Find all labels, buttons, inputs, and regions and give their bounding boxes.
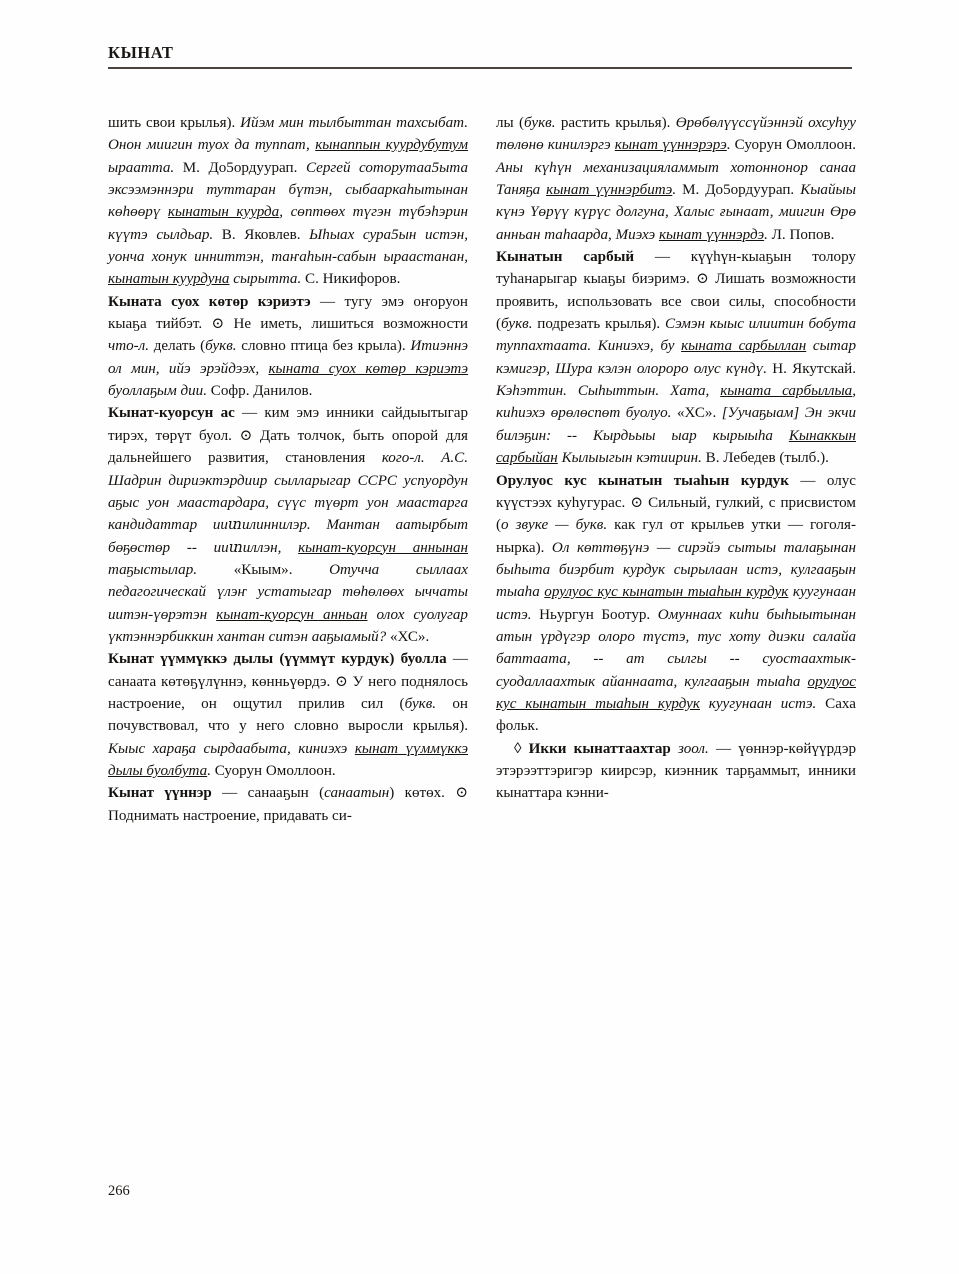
gloss-text: — ким эмэ инники сайдыытыгар тирэх, төрүт буол.	[108, 405, 469, 444]
gloss-text: ) көтөх.	[389, 785, 456, 802]
example-text: Ийэм мин тылбыттан тахсыбат. Онон миигин туох да туппат,	[108, 115, 468, 154]
example-text: Ол көттөҕүнэ — сирэйэ сытыы талаҕынан быһыта биэрбит курдук сырылаан истэ, кулгааҕын тыаһа	[496, 539, 856, 601]
text-block	[108, 648, 468, 782]
example-text: таҕыстылар.	[108, 561, 198, 578]
gloss-text: В. Яковлев.	[213, 226, 310, 243]
underlined-collocation: кынатын куурда	[167, 204, 280, 221]
sub-headword: Орулуос кус кынатын тыаһын курдук	[496, 472, 789, 489]
sense-marker: ⊙	[239, 427, 253, 444]
gloss-text: — санаата көтөҕүлүннэ, көнньүөрдэ.	[108, 651, 468, 690]
header-rule	[108, 67, 852, 69]
sense-marker: ⊙	[630, 494, 644, 511]
example-text: о звуке — букв.	[501, 517, 608, 534]
gloss-text: подрезать крылья).	[532, 316, 665, 333]
underlined-collocation: кынат үүннэрдэ	[658, 226, 765, 243]
text-block	[496, 112, 856, 246]
gloss-text: Саха фольк.	[496, 695, 856, 735]
gloss-text: Софр. Данилов.	[207, 383, 313, 400]
gloss-text: он почувствовал, что у него словно выросли крылья).	[108, 695, 468, 735]
text-columns	[108, 112, 856, 827]
gloss-text: «ХС».	[671, 405, 722, 422]
example-text: Омуннаах киһи быһыытынан атын үрдүгэр олоро түстэ, тус хоту диэки салайа баттаата, -- ат сылгы -- суостаахтык-суодаллаахтык айаннаата, кулгааҕын тыаһа	[496, 606, 856, 690]
underlined-collocation: кынаппын куурдубутум	[315, 137, 468, 154]
underlined-collocation: кыната сарбыллан	[681, 338, 807, 355]
gloss-text: Дать толчок, быть опорой для дальнейшего развития, становления	[108, 427, 468, 467]
page-number: 266	[108, 1183, 130, 1199]
running-head-area	[108, 44, 852, 69]
column-left	[108, 112, 468, 827]
example-text: сырытта.	[229, 271, 302, 288]
gloss-text: Суорун Омоллоон.	[210, 762, 336, 779]
underlined-collocation: кынат-куорсун анньан	[216, 606, 368, 623]
example-text: Аны күһүн механизацияламмыт хотоннонор санаа Таняҕа	[496, 159, 856, 199]
gloss-text: Ньургун Боотур.	[531, 606, 658, 623]
example-text: Кылыыгын кэтиирин.	[557, 450, 702, 467]
underlined-collocation: кынат-куорсун аннынан	[298, 539, 468, 556]
example-text: Ыһыах сура5ын истэн, уонча хонук инниттэн, таҥаһын-сабын ыраастанан,	[108, 226, 469, 266]
sense-marker: ⊙	[335, 673, 348, 690]
example-text: буоллаҕым дии.	[108, 383, 207, 400]
gloss-text: словно птица без крыла).	[236, 338, 411, 355]
gloss-text: — тугу эмэ оҥоруон кыаҕа тийбэт.	[108, 293, 468, 333]
text-block	[108, 112, 468, 291]
text-block	[108, 402, 468, 648]
example-text: что-л.	[108, 338, 150, 355]
gloss-text: «ХС».	[386, 628, 430, 645]
text-block	[108, 291, 468, 403]
underlined-collocation: кыната сарбыллыа	[720, 383, 853, 400]
sense-marker: ⊙	[455, 785, 468, 802]
sub-headword: Кынат үүммүккэ дылы (үүммүт курдук) буолла	[108, 651, 447, 668]
gloss-text: — күүһүн-кыаҕын толору туһанарыгар кыаҕы биэримэ.	[496, 249, 856, 288]
example-text: Өрөбөлүүссүйэннэй охсуһуу төлөнө кинилэргэ	[496, 115, 856, 154]
gloss-text: Н. Якутскай.	[767, 360, 856, 377]
sub-headword: Кыната суох көтөр кэриэтэ	[108, 293, 311, 310]
underlined-collocation: кынатын куурдуна	[108, 271, 230, 288]
text-block	[496, 738, 856, 805]
underlined-collocation: орулуос кус кынатын тыаһын курдук	[496, 673, 856, 712]
underlined-collocation: орулуос кус кынатын тыаһын курдук	[544, 584, 789, 601]
example-text: Сергей соторутаа5ыта эксээмэннэри туттаран бүтэн, сыбааркаһытынан көһөөрү	[108, 159, 468, 221]
underlined-collocation: Кынаккын сарбыйан	[496, 427, 856, 467]
sub-headword: Кынатын сарбый	[496, 249, 635, 266]
underlined-collocation: кынат үүннэрэрэ	[614, 137, 727, 154]
example-text: букв.	[501, 316, 533, 333]
gloss-text: лы (	[496, 115, 525, 131]
sub-headword: Икки кынаттаахтар	[528, 740, 671, 757]
example-text: [Уучаҕыам] Эн экчи билэҕин: -- Кырдьыы ыар кырыыһа	[496, 405, 856, 444]
text-block	[496, 470, 856, 738]
gloss-text: С. Никифоров.	[301, 271, 401, 288]
underlined-collocation: кынат үүммүккэ дылы буолбута	[108, 740, 468, 779]
gloss-text: — олус күүстээх куһугурас.	[496, 472, 856, 511]
example-text: Кэһэттин. Сыһыттын. Хата,	[496, 383, 721, 400]
example-text: кого-л.	[381, 450, 425, 467]
gloss-text: как гул от крыльев утки — гоголя-нырка).	[496, 517, 856, 556]
gloss-text: «Кыым».	[197, 561, 330, 578]
gloss-text: В. Лебедев (тылб.).	[701, 450, 829, 467]
gloss-text: М. До5ордуурап.	[174, 159, 306, 176]
example-text: Сэмэн кыыс илиитин бобута туппахтаата. Киниэхэ, бу	[496, 316, 856, 355]
underlined-collocation: кынат үүннэрбитэ	[546, 182, 673, 199]
sub-headword: Кынат-куорсун ас	[108, 405, 235, 422]
gloss-text: Лишать возможности проявить, использовать все свои силы, способности (	[496, 271, 856, 333]
gloss-text: шить свои крылья).	[108, 115, 241, 131]
example-text: .	[726, 137, 731, 154]
gloss-text: Сильный, гулкий, с присвистом (	[496, 494, 856, 534]
example-text: санаатын	[324, 785, 390, 802]
gloss-text: М. До5ордуурап.	[676, 182, 801, 199]
example-text: .	[764, 226, 768, 243]
example-text: куугунаан истэ.	[699, 695, 817, 712]
sense-marker: ◊	[514, 740, 529, 757]
example-text: букв.	[205, 338, 237, 355]
example-text: Итиэннэ ол мин, ийэ эрэйдээх,	[108, 338, 468, 377]
underlined-collocation: кыната суох көтөр кэриэтэ	[268, 360, 468, 377]
example-text: Кыайыы күнэ Үөрүү күрүс долгуна, Халыс ғынаат, миигин Өрө анньан таһаарда, Миэхэ	[496, 182, 856, 243]
gloss-text: делать (	[149, 338, 206, 355]
text-block	[108, 782, 468, 827]
example-text: ыраатта.	[108, 159, 175, 176]
gloss-text: — санааҕын (	[211, 785, 325, 802]
example-text: зоол.	[678, 740, 709, 757]
example-text: , киһиэхэ өрөлөспөт буолуо.	[496, 383, 857, 422]
example-text: А.С. Шадрин дириэктэрдиир сылларыгар ССРС успуордун аҕыс уон маастардара, сүүс түөрт уон маастарга кандидаттар ииտилиннилэр. Мантан аатырбыт бөҕөстөр -- ииտиллэн,	[108, 450, 468, 556]
gloss-text: Л. Попов.	[767, 226, 835, 243]
example-text: сытар кэмигэр, Шура кэлэн олороро олус күндү.	[496, 338, 857, 377]
example-text: .	[672, 182, 677, 199]
example-text: .	[207, 762, 211, 779]
example-text: букв.	[404, 695, 437, 712]
gloss-text: — үөннэр-көйүүрдэр этэрээттэригэр киирсэр, киэнник тарҕаммыт, инники кынаттара кэнни-	[496, 740, 856, 802]
column-right	[496, 112, 856, 827]
example-text: букв.	[524, 115, 556, 131]
sub-headword: Кынат үүннэр	[108, 785, 212, 802]
example-text: Кыыс хараҕа сырдаабыта, киниэхэ	[108, 740, 355, 757]
sense-marker: ⊙	[696, 271, 709, 288]
example-text: Отучча сыллаах педагогическай үлэҥ устатыгар төһөлөөх ыччаты иитэн-үөрэтэн	[108, 561, 468, 623]
gloss-text: Суорун Омоллоон.	[730, 137, 856, 154]
gloss-text: растить крылья).	[555, 115, 676, 131]
sense-marker: ⊙	[211, 316, 225, 333]
text-block	[496, 246, 856, 469]
running-head: КЫНАТ	[108, 43, 174, 62]
gloss-text	[671, 741, 678, 757]
gloss-text: У него поднялось настроение, он ощутил прилив сил (	[108, 673, 469, 712]
example-text: олох суолугар үктэннэрбиккин хантан ситэн ааҕыамый?	[108, 606, 468, 645]
example-text: куугунаан истэ.	[496, 584, 857, 623]
gloss-text: Поднимать настроение, придавать си-	[108, 807, 352, 824]
gloss-text: Не иметь, лишиться возможности	[224, 316, 468, 333]
example-text: , сөптөөх түгэн түбэһэрин күүтэ сылдьар.	[108, 204, 468, 243]
